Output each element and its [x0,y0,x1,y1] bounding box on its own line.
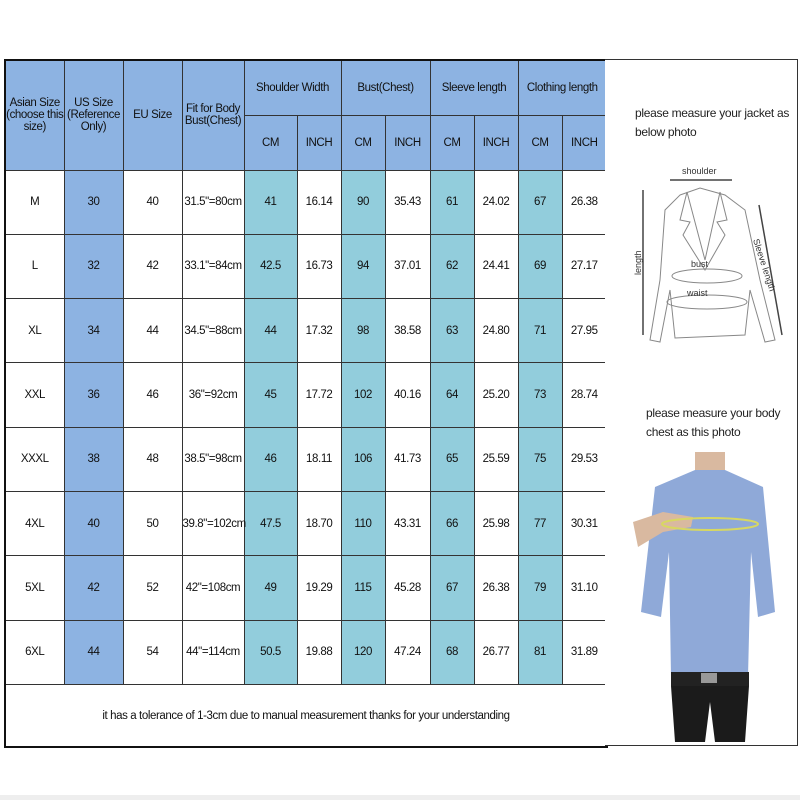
cell-clothing-inch: 26.38 [562,170,607,234]
cell-asian-size: 4XL [5,491,64,555]
cell-sleeve-cm: 67 [430,556,474,620]
cell-sleeve-inch: 26.38 [474,556,518,620]
header-sleeve-length: Sleeve length [430,60,518,115]
cell-eu-size: 52 [123,556,182,620]
cell-us-size: 36 [64,363,123,427]
cell-sleeve-inch: 25.98 [474,491,518,555]
cell-clothing-inch: 28.74 [562,363,607,427]
cell-shoulder-cm: 47.5 [244,491,297,555]
cell-us-size: 40 [64,491,123,555]
cell-asian-size: XXL [5,363,64,427]
cell-shoulder-inch: 19.88 [297,620,341,684]
cell-us-size: 30 [64,170,123,234]
header-unit-inch: INCH [297,115,341,170]
cell-eu-size: 46 [123,363,182,427]
cell-clothing-inch: 31.10 [562,556,607,620]
header-unit-cm: CM [518,115,562,170]
jacket-diagram [625,160,785,345]
cell-us-size: 32 [64,234,123,298]
bottom-strip [0,795,800,800]
cell-sleeve-inch: 24.80 [474,299,518,363]
cell-eu-size: 40 [123,170,182,234]
cell-shoulder-inch: 16.14 [297,170,341,234]
header-fit-bust: Fit for Body Bust(Chest) [182,60,244,170]
header-asian-size: Asian Size (choose this size) [5,60,64,170]
cell-bust-cm: 110 [341,491,385,555]
cell-sleeve-cm: 63 [430,299,474,363]
cell-asian-size: 6XL [5,620,64,684]
header-unit-inch: INCH [385,115,430,170]
table-row [5,234,607,298]
table-row [5,620,607,684]
cell-fit-bust: 31.5"=80cm [182,170,244,234]
cell-asian-size: L [5,234,64,298]
cell-bust-inch: 35.43 [385,170,430,234]
cell-sleeve-inch: 24.02 [474,170,518,234]
cell-shoulder-inch: 19.29 [297,556,341,620]
header-unit-cm: CM [341,115,385,170]
tolerance-note: it has a tolerance of 1-3cm due to manual measurement thanks for your understanding [5,684,607,747]
cell-shoulder-inch: 17.32 [297,299,341,363]
cell-bust-cm: 120 [341,620,385,684]
header-bust: Bust(Chest) [341,60,430,115]
cell-asian-size: XL [5,299,64,363]
bust-label: bust [691,259,709,269]
cell-bust-cm: 90 [341,170,385,234]
cell-fit-bust: 38.5"=98cm [182,427,244,491]
cell-shoulder-cm: 45 [244,363,297,427]
cell-clothing-cm: 69 [518,234,562,298]
cell-asian-size: M [5,170,64,234]
header-unit-cm: CM [430,115,474,170]
cell-bust-cm: 94 [341,234,385,298]
table-row [5,363,607,427]
table-row [5,427,607,491]
cell-sleeve-cm: 66 [430,491,474,555]
cell-shoulder-cm: 41 [244,170,297,234]
cell-fit-bust: 36"=92cm [182,363,244,427]
cell-us-size: 38 [64,427,123,491]
cell-clothing-cm: 75 [518,427,562,491]
cell-shoulder-cm: 46 [244,427,297,491]
cell-shoulder-cm: 42.5 [244,234,297,298]
cell-clothing-cm: 71 [518,299,562,363]
cell-eu-size: 42 [123,234,182,298]
cell-shoulder-inch: 17.72 [297,363,341,427]
cell-clothing-inch: 27.17 [562,234,607,298]
cell-fit-bust: 39.8"=102cm [182,491,244,555]
cell-fit-bust: 33.1"=84cm [182,234,244,298]
cell-sleeve-cm: 64 [430,363,474,427]
cell-eu-size: 44 [123,299,182,363]
cell-sleeve-cm: 61 [430,170,474,234]
body-measure-note: please measure your body chest as this photo [646,406,781,439]
header-eu-size: EU Size [123,60,182,170]
header-unit-inch: INCH [474,115,518,170]
measurement-guide-panel [605,59,798,746]
cell-clothing-cm: 67 [518,170,562,234]
cell-bust-inch: 43.31 [385,491,430,555]
table-row [5,491,607,555]
cell-sleeve-inch: 26.77 [474,620,518,684]
header-unit-inch: INCH [562,115,607,170]
cell-sleeve-inch: 25.59 [474,427,518,491]
cell-bust-inch: 45.28 [385,556,430,620]
table-row [5,170,607,234]
cell-asian-size: XXXL [5,427,64,491]
cell-eu-size: 48 [123,427,182,491]
header-us-size: US Size (Reference Only) [64,60,123,170]
cell-clothing-cm: 73 [518,363,562,427]
jacket-measure-note: please measure your jacket as below photo [635,106,790,139]
cell-us-size: 34 [64,299,123,363]
cell-fit-bust: 44"=114cm [182,620,244,684]
header-unit-cm: CM [244,115,297,170]
cell-shoulder-cm: 44 [244,299,297,363]
cell-bust-cm: 106 [341,427,385,491]
cell-shoulder-inch: 18.70 [297,491,341,555]
cell-bust-inch: 47.24 [385,620,430,684]
cell-sleeve-inch: 25.20 [474,363,518,427]
shoulder-label: shoulder [682,166,717,176]
cell-eu-size: 50 [123,491,182,555]
cell-fit-bust: 42"=108cm [182,556,244,620]
cell-bust-inch: 41.73 [385,427,430,491]
cell-shoulder-inch: 18.11 [297,427,341,491]
cell-shoulder-cm: 50.5 [244,620,297,684]
cell-clothing-inch: 30.31 [562,491,607,555]
cell-shoulder-cm: 49 [244,556,297,620]
cell-bust-inch: 37.01 [385,234,430,298]
cell-us-size: 42 [64,556,123,620]
cell-eu-size: 54 [123,620,182,684]
table-row [5,556,607,620]
cell-bust-inch: 38.58 [385,299,430,363]
cell-us-size: 44 [64,620,123,684]
cell-clothing-inch: 27.95 [562,299,607,363]
sleeve-length-label: Sleeve length [751,237,778,293]
waist-label: waist [687,288,708,298]
cell-sleeve-inch: 24.41 [474,234,518,298]
cell-bust-cm: 102 [341,363,385,427]
cell-clothing-cm: 81 [518,620,562,684]
man-chest-photo [633,452,783,742]
cell-bust-inch: 40.16 [385,363,430,427]
size-chart-table [4,59,608,748]
cell-fit-bust: 34.5"=88cm [182,299,244,363]
cell-clothing-inch: 31.89 [562,620,607,684]
cell-shoulder-inch: 16.73 [297,234,341,298]
cell-asian-size: 5XL [5,556,64,620]
cell-sleeve-cm: 62 [430,234,474,298]
cell-clothing-inch: 29.53 [562,427,607,491]
header-clothing-length: Clothing length [518,60,607,115]
header-shoulder-width: Shoulder Width [244,60,341,115]
table-row [5,299,607,363]
cell-sleeve-cm: 65 [430,427,474,491]
cell-bust-cm: 115 [341,556,385,620]
cell-bust-cm: 98 [341,299,385,363]
cell-sleeve-cm: 68 [430,620,474,684]
cell-clothing-cm: 79 [518,556,562,620]
cell-clothing-cm: 77 [518,491,562,555]
length-label: length [633,250,643,275]
